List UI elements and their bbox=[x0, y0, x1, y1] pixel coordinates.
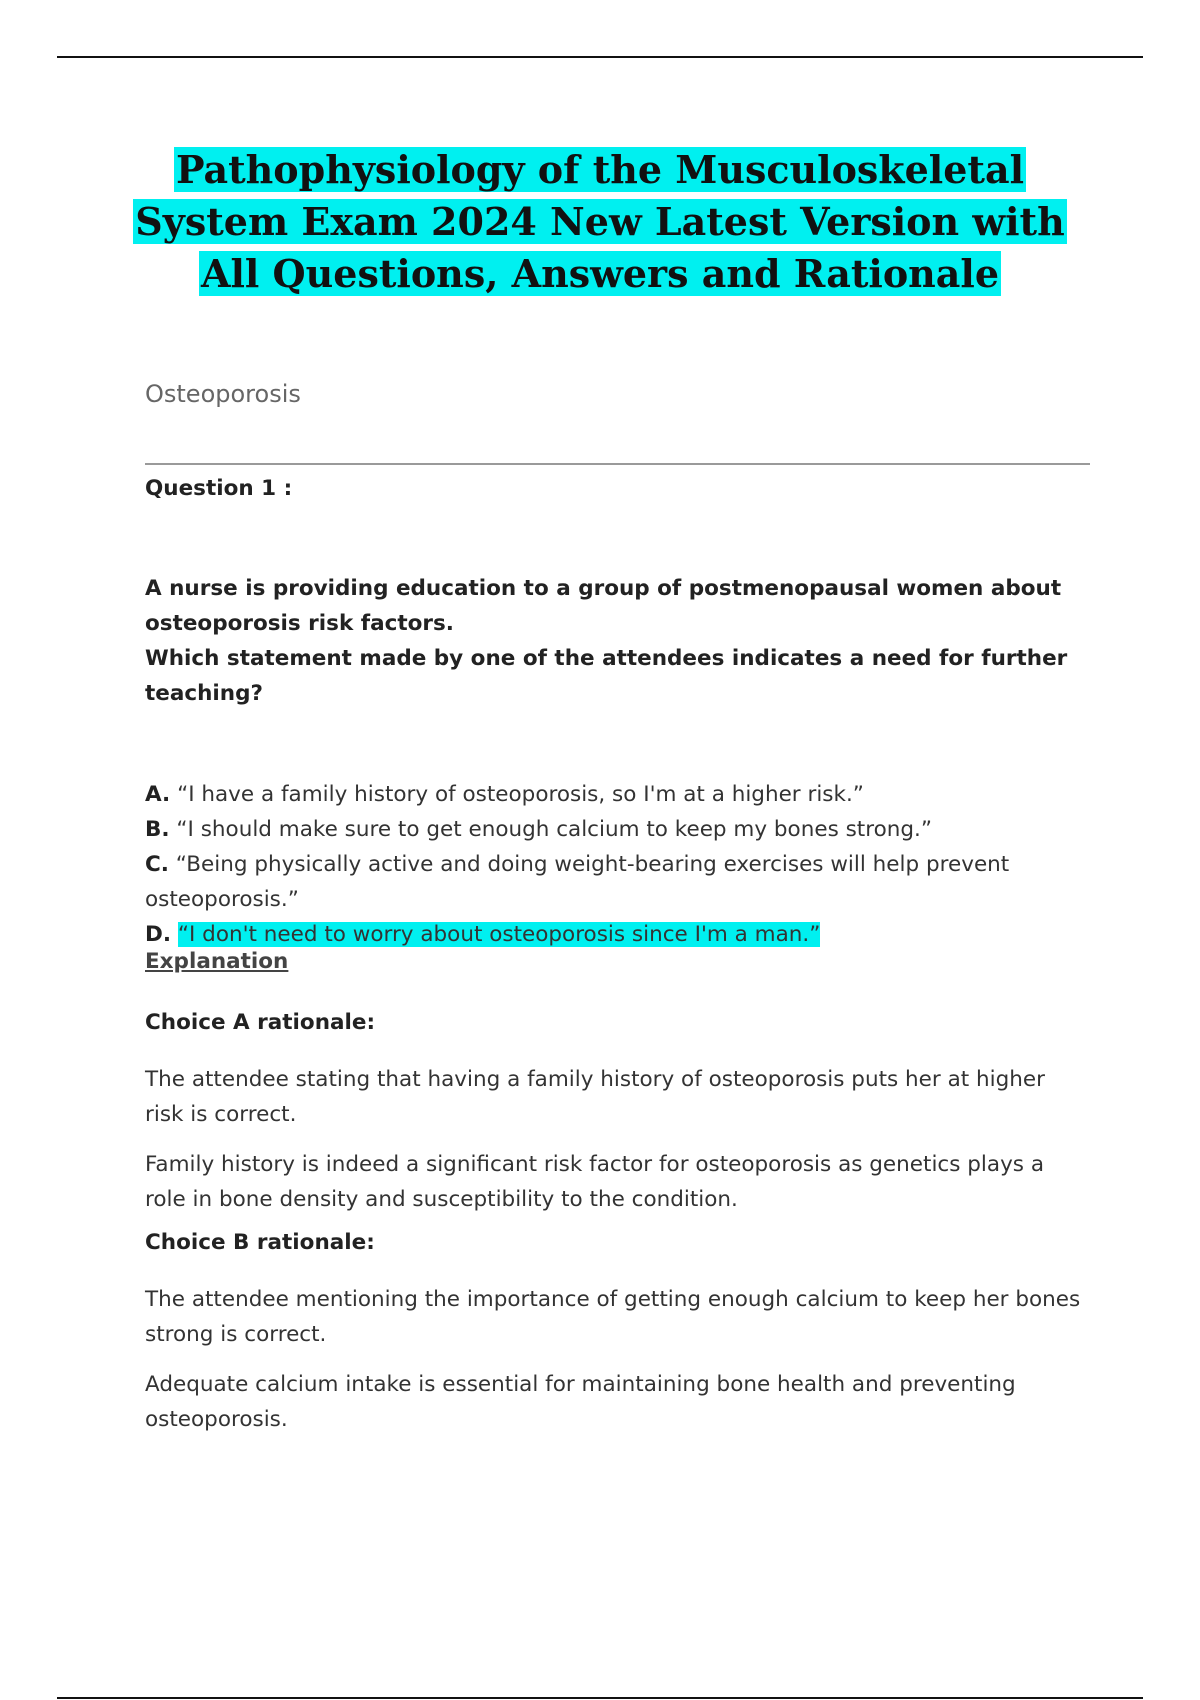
choice-a-rationale-heading: Choice A rationale: bbox=[145, 1010, 376, 1035]
section-label: Osteoporosis bbox=[145, 380, 301, 408]
option-text: “I should make sure to get enough calcium to keep my bones strong.” bbox=[176, 817, 933, 842]
page-title-text: Pathophysiology of the Musculoskeletal System Exam 2024 New Latest Version with All Questions, Answers and Rationale bbox=[135, 147, 1065, 296]
option-text: “I have a family history of osteoporosis, so I'm at a higher risk.” bbox=[177, 782, 864, 807]
option-text: “Being physically active and doing weight-bearing exercises will help prevent osteoporosis.” bbox=[145, 852, 1010, 912]
choice-b-rationale-paragraph-1: The attendee mentioning the importance of getting enough calcium to keep her bones strong is correct. bbox=[145, 1287, 1081, 1347]
option-letter: C. bbox=[145, 852, 169, 877]
page-title bbox=[100, 144, 1100, 300]
section-divider bbox=[145, 463, 1090, 465]
choice-b-rationale-paragraph-2: Adequate calcium intake is essential for maintaining bone health and preventing osteoporosis. bbox=[145, 1372, 1016, 1432]
choice-a-rationale-paragraph-2: Family history is indeed a significant risk factor for osteoporosis as genetics plays a role in bone density and susceptibility to the condition. bbox=[145, 1152, 1045, 1212]
choice-b-rationale-heading: Choice B rationale: bbox=[145, 1230, 375, 1255]
option-letter: A. bbox=[145, 782, 171, 807]
answer-option-b bbox=[145, 812, 1090, 847]
correct-answer-highlight: “I don't need to worry about osteoporosis since I'm a man.” bbox=[177, 922, 821, 947]
option-letter: D. bbox=[145, 922, 172, 947]
question-label: Question 1 : bbox=[145, 476, 293, 501]
question-stem-line-2: Which statement made by one of the attendees indicates a need for further teaching? bbox=[145, 646, 1068, 706]
option-letter: B. bbox=[145, 817, 170, 842]
question-stem bbox=[145, 571, 1090, 711]
top-rule bbox=[57, 56, 1143, 58]
bottom-rule bbox=[57, 1697, 1143, 1699]
choice-a-rationale-paragraph-1: The attendee stating that having a family history of osteoporosis puts her at higher risk is correct. bbox=[145, 1067, 1045, 1127]
answer-options bbox=[145, 777, 1090, 952]
answer-option-a bbox=[145, 777, 1090, 812]
answer-option-d bbox=[145, 917, 1090, 952]
explanation-link[interactable]: Explanation bbox=[145, 949, 289, 974]
question-stem-line-1: A nurse is providing education to a group of postmenopausal women about osteoporosis risk factors. bbox=[145, 576, 1062, 636]
answer-option-c bbox=[145, 847, 1090, 917]
